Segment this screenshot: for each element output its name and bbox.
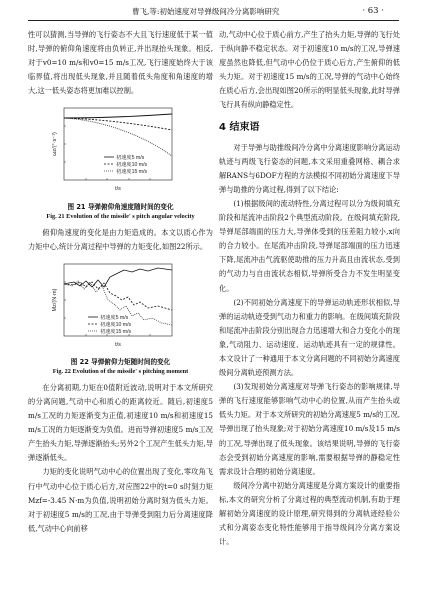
legend-5ms: 初速度5 m/s	[116, 155, 145, 162]
x-axis-label: t/s	[115, 186, 121, 193]
right-column	[219, 28, 400, 549]
left-column	[28, 28, 213, 536]
legend-10ms: 初速度10 m/s	[116, 162, 148, 169]
x-axis-label: t/s	[115, 341, 121, 348]
running-title: 曹飞,等:初始速度对导弹级间冷分离影响研究	[132, 7, 280, 16]
series-5ms	[64, 114, 172, 118]
figure-21	[28, 104, 213, 221]
series-5ms	[64, 268, 172, 287]
figure-caption-en: Fig. 21 Evolution of the missile' s pitch angular velocity	[46, 212, 195, 220]
y-axis-label: ωz/(°·s⁻¹)	[52, 132, 58, 157]
figure-caption-cn: 图 22 导弹俯仰力矩随时间的变化	[70, 357, 171, 366]
page-number: · 63 ·	[362, 6, 384, 16]
paragraph: (2)不同初始分离速度下的导弹运动轨迹形状相似,导弹的运动轨迹受到气动力和重力的影响。在级间填充阶段和尾流冲击阶段分别出现合力迅速增大和合力变化小的现象,气动阻力、运动速度、运动轨迹具有一定的规律性。本文设计了一种通用于本文分离问题的不同初始分离速度级间分离轨迹预测方法。	[219, 297, 400, 378]
legend-15ms: 初速度15 m/s	[100, 328, 132, 335]
paragraph: 级间冷分离中初始分离速度是分离方案设计的重要指标,本文的研究分析了分离过程的典型流动机制,有助于理解初始分离速度的设计原理,研究得到的分离轨迹经验公式和分离姿态变化特性能够用于指导级间冷分离方案设计。	[219, 480, 400, 547]
paragraph: 动,气动中心位于质心前方,产生了抬头力矩,导弹的飞行处于纵向静不稳定状态。对于初速度10 m/s的工况,导弹速度虽然也降低,但气动中心仍位于质心后方,产生俯仰的低头力矩。对于初速度15 m/s的工况,导弹的气动中心始终在质心后方,会出现如图20所示的明显低头现象,此时导弹飞行具有纵向静稳定性。	[219, 30, 400, 110]
legend-5ms: 初速度5 m/s	[100, 314, 129, 321]
figure-caption-cn: 图 21 导弹俯仰角速度随时间的变化	[67, 202, 174, 211]
y-axis-label: Mz/(N·m)	[52, 288, 58, 312]
paragraph: (1)根据级间的流动特性,分离过程可以分为级间填充阶段和尾流冲击阶段2个典型流动阶段。在级间填充阶段,导弹尾部端面的压力大,导弹体受到的压差阻力较小,x向的合力较小。在尾流冲击阶段,导弹尾部端面的压力迅速下降,尾流冲击气流驱使助推的压力升高且由流状态,受到的气动力与自由流状态相似,导弹所受合力不发生明显变化。	[219, 198, 400, 293]
pitch-angular-velocity-chart	[28, 104, 213, 196]
legend-10ms: 初速度10 m/s	[100, 321, 132, 328]
paragraph: 俯仰角速度的变化是由力矩造成的。本文以质心作为力矩中心,统计分离过程中导弹的力矩变化,如图22所示。	[28, 227, 213, 251]
pitching-moment-chart	[28, 260, 213, 352]
paragraph: 力矩的变化说明气动中心的位置出现了变化,零攻角飞行中气动中心位于质心后方,对应图22中的t=0 s时刻力矩Mzf=-3.45 N·m为负值,说明初始分离时刻为低头力矩。对于初速度5 m/s的工况,由于导弹受到阻力后分离速度降低,气动中心向前移	[28, 467, 213, 533]
paragraph: 性可以猜测,当导弹的飞行姿态不大且飞行速度低于某一值时,导弹的俯仰角速度将由负转正,并出现抬头现象。相反,对于v0=10 m/s和v0=15 m/s工况,飞行速度始终大于该临界值,将出现低头现象,并且随着低头角度和角速度的增大,这一低头姿态将更加难以控制。	[28, 30, 213, 96]
paragraph: 在分离初期,力矩在0值附近波动,说明对于本文所研究的分离问题,气动中心和质心的距离较近。随后,初速度5 m/s工况的力矩逐渐变为正值,初速度10 m/s和初速度15 m/s工况的力矩逐渐变为负值。进而导弹初速度5 m/s工况产生抬头力矩,导弹逐渐抬头;另外2个工况产生低头力矩,导弹逐渐低头。	[28, 382, 213, 463]
figure-caption-en: Fig. 22 Evolution of the missile' s pitching moment	[52, 367, 189, 375]
paragraph: (3)发现初始分离速度对导弹飞行姿态的影响规律,导弹的飞行速度能够影响气动中心的位置,从而产生抬头或低头力矩。对于本文所研究的初始分离速度5 m/s的工况,导弹出现了抬头现象;对于初始分离速度10 m/s及15 m/s的工况,导弹出现了低头现象。该结果说明,导弹的飞行姿态会受到初始分离速度的影响,需要根据导弹的静稳定性需求设计合理的初始分离速度。	[219, 382, 400, 476]
header-rule	[28, 20, 399, 21]
figure-22	[28, 260, 213, 377]
paragraph: 对于导弹与助推级间冷分离中分离速度影响分离运动轨迹与两级飞行姿态的问题,本文采用重叠网格、耦合求解RANS与6DOF方程的方法模拟不同初始分离速度下导弹与助推的分离过程,得到了以下结论:	[219, 142, 400, 194]
series-15ms	[64, 118, 172, 156]
page-header	[0, 6, 427, 20]
section-heading: 4 结束语	[219, 121, 260, 133]
legend-15ms: 初速度15 m/s	[116, 169, 148, 176]
